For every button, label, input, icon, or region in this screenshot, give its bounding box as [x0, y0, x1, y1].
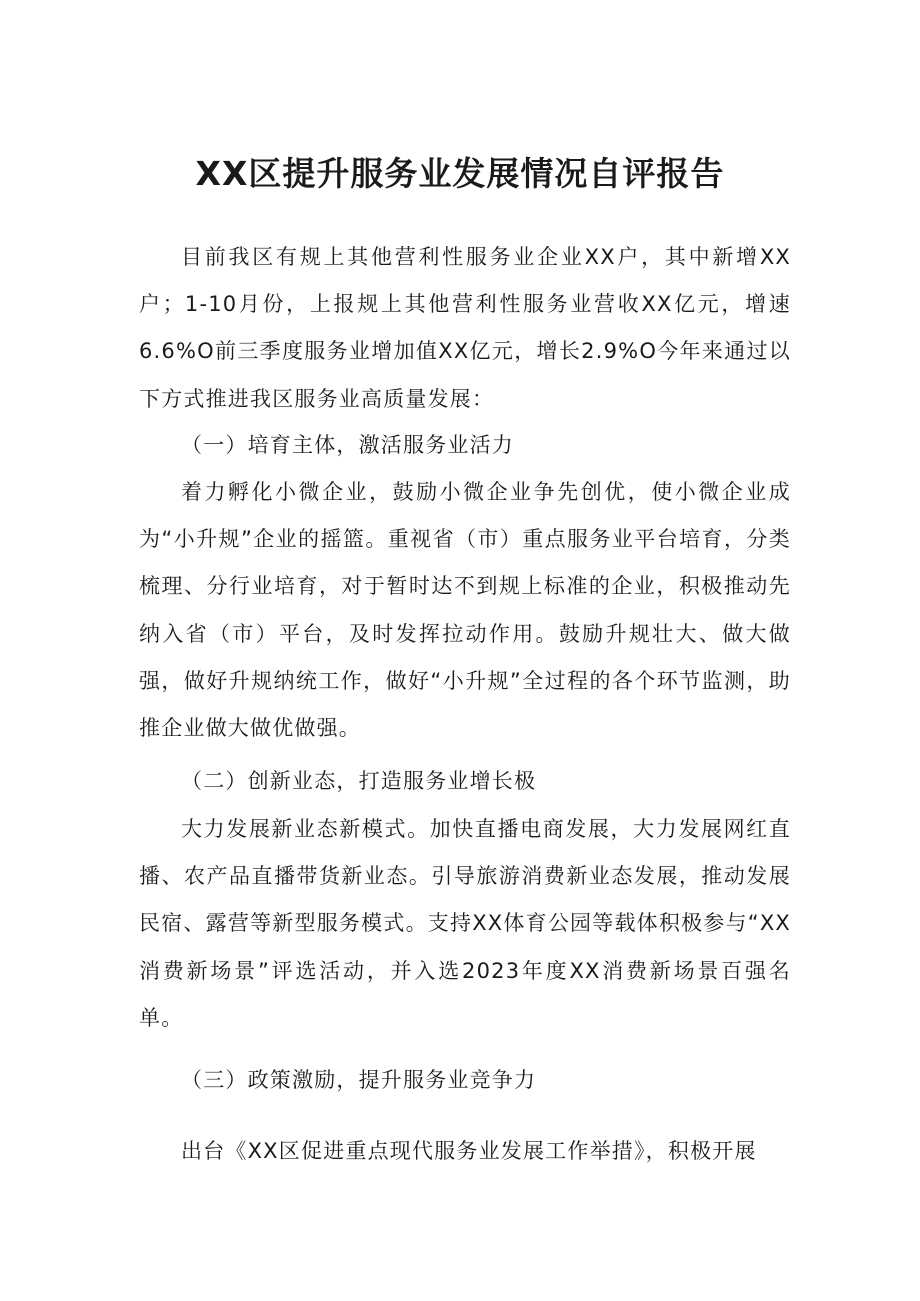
section-heading: （一）培育主体，激活服务业活力: [181, 433, 514, 457]
section-heading: （三）政策激励，提升服务业竞争力: [181, 1068, 537, 1092]
section-3-heading-block: [139, 1057, 791, 1104]
document-title: XX区提升服务业发展情况自评报告: [195, 154, 725, 194]
section-2-heading-block: [139, 758, 791, 805]
section-2-body-block: [139, 806, 791, 1042]
section-1-heading-block: [139, 422, 791, 469]
section-heading: （二）创新业态，打造服务业增长极: [181, 769, 537, 793]
section-paragraph: 出台《XX区促进重点现代服务业发展工作举措》，积极开展: [181, 1139, 757, 1163]
intro-paragraph: 目前我区有规上其他营利性服务业企业XX户，其中新增XX户；1-10月份，上报规上其他营利性服务业营收XX亿元，增速6.6%O前三季度服务业增加值XX亿元，增长2.9%O今年来通过以下方式推进我区服务业高质量发展：: [139, 245, 791, 411]
section-3-body-block: [139, 1128, 791, 1175]
section-1-body-block: [139, 469, 791, 752]
intro-block: [139, 234, 791, 423]
section-paragraph: 着力孵化小微企业，鼓励小微企业争先创优，使小微企业成为“小升规”企业的摇篮。重视省（市）重点服务业平台培育，分类梳理、分行业培育，对于暂时达不到规上标准的企业，积极推动先纳入省（市）平台，及时发挥拉动作用。鼓励升规壮大、做大做强，做好升规纳统工作，做好“小升规”全过程的各个环节监测，助推企业做大做优做强。: [139, 480, 791, 741]
section-paragraph: 大力发展新业态新模式。加快直播电商发展，大力发展网红直播、农产品直播带货新业态。引导旅游消费新业态发展，推动发展民宿、露营等新型服务模式。支持XX体育公园等载体积极参与“XX消费新场景”评选活动，并入选2023年度XX消费新场景百强名单。: [139, 817, 791, 1030]
